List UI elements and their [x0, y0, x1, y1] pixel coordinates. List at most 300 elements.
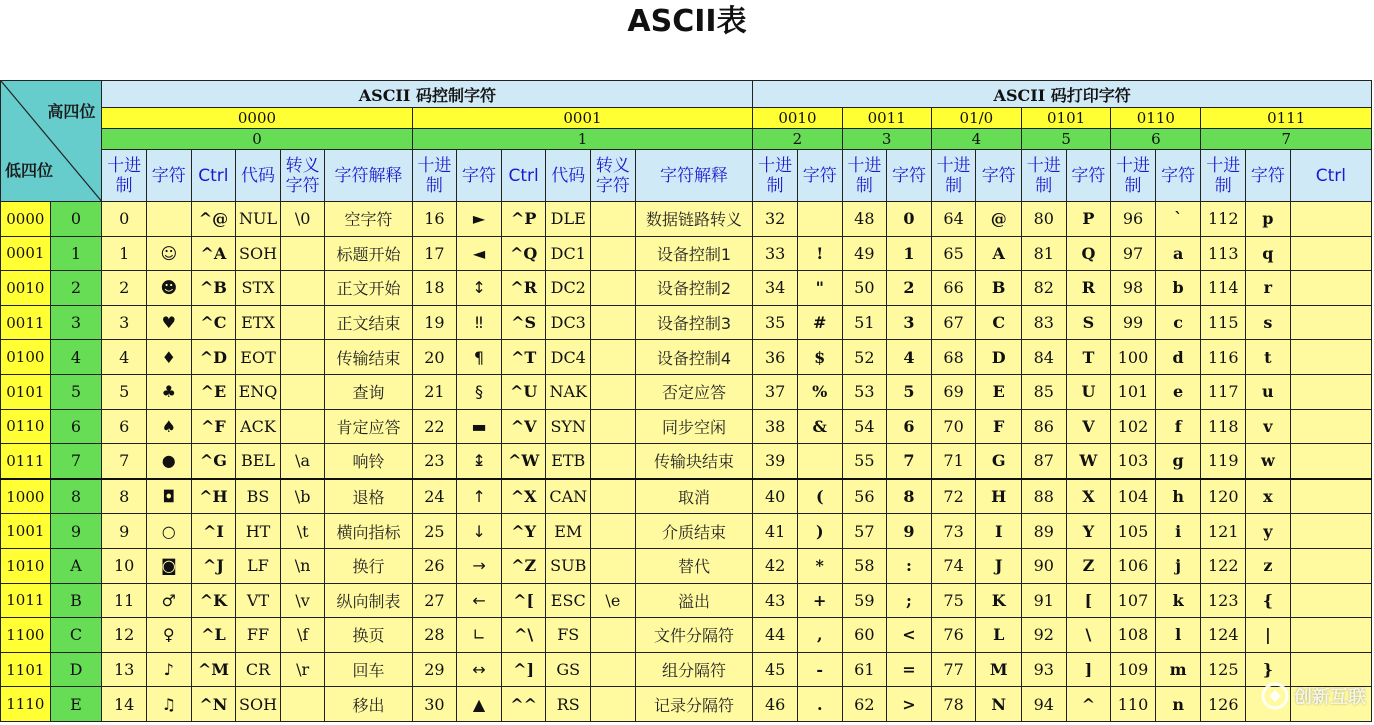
escape-cell: [591, 340, 636, 375]
char-cell: a: [1155, 236, 1201, 271]
escape-cell: [280, 271, 325, 306]
low-bin-cell: 1010: [1, 548, 51, 583]
dec-cell: 94: [1022, 687, 1067, 722]
escape-cell: [280, 236, 325, 271]
char-cell: =: [887, 652, 932, 687]
dec-cell: 54: [842, 409, 887, 444]
ctrl-cell: [1290, 340, 1371, 375]
col-header-dec: 十进制: [1111, 150, 1156, 202]
char-cell: i: [1155, 514, 1201, 549]
dec-cell: 32: [753, 202, 798, 237]
high-hex-header: 7: [1201, 129, 1372, 150]
ctrl-cell: ^[: [501, 583, 546, 618]
char-cell: R: [1066, 271, 1111, 306]
char-cell: <: [887, 618, 932, 653]
glyph-cell: ♣: [146, 374, 191, 409]
table-row: [1, 548, 1372, 583]
desc-cell: 溢出: [635, 583, 753, 618]
desc-cell: 设备控制3: [635, 305, 753, 340]
code-cell: ETX: [236, 305, 281, 340]
dec-cell: 21: [412, 374, 457, 409]
code-cell: LF: [236, 548, 281, 583]
dec-cell: 102: [1111, 409, 1156, 444]
desc-cell: 移出: [325, 687, 412, 722]
desc-cell: 同步空闲: [635, 409, 753, 444]
dec-cell: 65: [931, 236, 976, 271]
char-cell: \: [1066, 618, 1111, 653]
char-cell: #: [797, 305, 842, 340]
low-bin-cell: 1001: [1, 514, 51, 549]
char-cell: 0: [887, 202, 932, 237]
low-hex-cell: 5: [50, 374, 102, 409]
high-hex-header: 0: [102, 129, 412, 150]
low-bin-cell: 0111: [1, 444, 51, 479]
code-cell: NUL: [236, 202, 281, 237]
dec-cell: 86: [1022, 409, 1067, 444]
desc-cell: 替代: [635, 548, 753, 583]
dec-cell: 108: [1111, 618, 1156, 653]
escape-cell: [591, 236, 636, 271]
char-cell: b: [1155, 271, 1201, 306]
char-cell: $: [797, 340, 842, 375]
ctrl-cell: [1290, 479, 1371, 514]
ctrl-cell: [1290, 271, 1371, 306]
dec-cell: 56: [842, 479, 887, 514]
dec-cell: 30: [412, 687, 457, 722]
code-cell: HT: [236, 514, 281, 549]
printable-chars-section: ASCII 码打印字符: [753, 81, 1372, 108]
desc-cell: 横向指标: [325, 514, 412, 549]
col-header-code: 代码: [236, 150, 281, 202]
desc-cell: 组分隔符: [635, 652, 753, 687]
dec-cell: 23: [412, 444, 457, 479]
char-cell: +: [797, 583, 842, 618]
code-cell: DC1: [546, 236, 591, 271]
char-cell: ]: [1066, 652, 1111, 687]
char-cell: 7: [887, 444, 932, 479]
dec-cell: 1: [102, 236, 147, 271]
char-cell: v: [1246, 409, 1291, 444]
ctrl-cell: [1290, 305, 1371, 340]
dec-cell: 114: [1201, 271, 1246, 306]
desc-cell: 介质结束: [635, 514, 753, 549]
dec-cell: 35: [753, 305, 798, 340]
ctrl-cell: [1290, 618, 1371, 653]
char-cell: ;: [887, 583, 932, 618]
char-cell: 9: [887, 514, 932, 549]
char-cell: U: [1066, 374, 1111, 409]
char-cell: K: [976, 583, 1022, 618]
char-cell: I: [976, 514, 1022, 549]
char-cell: n: [1155, 687, 1201, 722]
dec-cell: 116: [1201, 340, 1246, 375]
char-cell: c: [1155, 305, 1201, 340]
dec-cell: 37: [753, 374, 798, 409]
low-bits-label: 低四位: [5, 161, 54, 180]
char-cell: A: [976, 236, 1022, 271]
ctrl-cell: [1290, 514, 1371, 549]
dec-cell: 91: [1022, 583, 1067, 618]
low-hex-cell: 2: [50, 271, 102, 306]
code-cell: DLE: [546, 202, 591, 237]
glyph-cell: [146, 202, 191, 237]
code-cell: STX: [236, 271, 281, 306]
dec-cell: 36: [753, 340, 798, 375]
dec-cell: 67: [931, 305, 976, 340]
escape-cell: [591, 271, 636, 306]
ctrl-cell: ^T: [501, 340, 546, 375]
low-hex-cell: E: [50, 687, 102, 722]
low-bin-cell: 0101: [1, 374, 51, 409]
char-cell: }: [1246, 652, 1291, 687]
char-cell: w: [1246, 444, 1291, 479]
char-cell: 5: [887, 374, 932, 409]
ctrl-cell: ^\: [501, 618, 546, 653]
dec-cell: 60: [842, 618, 887, 653]
dec-cell: 107: [1111, 583, 1156, 618]
dec-cell: 9: [102, 514, 147, 549]
code-cell: ETB: [546, 444, 591, 479]
dec-cell: 41: [753, 514, 798, 549]
code-cell: SOH: [236, 687, 281, 722]
ctrl-cell: ^N: [191, 687, 236, 722]
low-bin-cell: 0100: [1, 340, 51, 375]
dec-cell: 126: [1201, 687, 1246, 722]
desc-cell: 空字符: [325, 202, 412, 237]
escape-cell: \e: [591, 583, 636, 618]
dec-cell: 75: [931, 583, 976, 618]
char-cell: D: [976, 340, 1022, 375]
char-cell: j: [1155, 548, 1201, 583]
char-cell: u: [1246, 374, 1291, 409]
high-hex-header: 6: [1111, 129, 1201, 150]
char-cell: H: [976, 479, 1022, 514]
char-cell: .: [797, 687, 842, 722]
code-cell: EOT: [236, 340, 281, 375]
char-cell: q: [1246, 236, 1291, 271]
high-bin-header: 0111: [1201, 108, 1372, 129]
table-row: [1, 374, 1372, 409]
code-cell: CAN: [546, 479, 591, 514]
char-cell: ^: [1066, 687, 1111, 722]
desc-cell: 回车: [325, 652, 412, 687]
char-cell: C: [976, 305, 1022, 340]
low-hex-cell: B: [50, 583, 102, 618]
low-bin-cell: 1000: [1, 479, 51, 514]
logo-icon: [1260, 681, 1290, 711]
high-bits-label: 高四位: [47, 102, 96, 121]
col-header-char: 字符: [457, 150, 502, 202]
dec-cell: 119: [1201, 444, 1246, 479]
char-cell: B: [976, 271, 1022, 306]
low-hex-cell: A: [50, 548, 102, 583]
low-bin-cell: 1101: [1, 652, 51, 687]
table-row: [1, 583, 1372, 618]
dec-cell: 39: [753, 444, 798, 479]
ctrl-cell: ^C: [191, 305, 236, 340]
code-cell: FS: [546, 618, 591, 653]
low-hex-cell: 6: [50, 409, 102, 444]
dec-cell: 109: [1111, 652, 1156, 687]
dec-cell: 124: [1201, 618, 1246, 653]
char-cell: l: [1155, 618, 1201, 653]
char-cell: d: [1155, 340, 1201, 375]
dec-cell: 24: [412, 479, 457, 514]
dec-cell: 53: [842, 374, 887, 409]
ctrl-cell: ^J: [191, 548, 236, 583]
char-cell: S: [1066, 305, 1111, 340]
code-cell: EM: [546, 514, 591, 549]
dec-cell: 51: [842, 305, 887, 340]
desc-cell: 取消: [635, 479, 753, 514]
dec-cell: 20: [412, 340, 457, 375]
low-bin-cell: 0001: [1, 236, 51, 271]
dec-cell: 121: [1201, 514, 1246, 549]
desc-cell: 设备控制2: [635, 271, 753, 306]
col-header-escape: 转义字符: [591, 150, 636, 202]
char-cell: k: [1155, 583, 1201, 618]
ctrl-cell: ^^: [501, 687, 546, 722]
glyph-cell: ↨: [457, 444, 502, 479]
escape-cell: [591, 514, 636, 549]
escape-cell: \v: [280, 583, 325, 618]
dec-cell: 27: [412, 583, 457, 618]
char-cell: G: [976, 444, 1022, 479]
ctrl-cell: ^Z: [501, 548, 546, 583]
control-chars-section: ASCII 码控制字符: [102, 81, 753, 108]
escape-cell: [591, 409, 636, 444]
char-cell: (: [797, 479, 842, 514]
char-cell: p: [1246, 202, 1291, 237]
ctrl-cell: ^H: [191, 479, 236, 514]
high-hex-header: 2: [753, 129, 842, 150]
glyph-cell: ►: [457, 202, 502, 237]
dec-cell: 88: [1022, 479, 1067, 514]
dec-cell: 80: [1022, 202, 1067, 237]
dec-cell: 61: [842, 652, 887, 687]
ctrl-cell: [1290, 548, 1371, 583]
desc-cell: 换行: [325, 548, 412, 583]
char-cell: f: [1155, 409, 1201, 444]
char-cell: y: [1246, 514, 1291, 549]
char-cell: [: [1066, 583, 1111, 618]
desc-cell: 设备控制1: [635, 236, 753, 271]
ctrl-cell: ^L: [191, 618, 236, 653]
low-hex-cell: 8: [50, 479, 102, 514]
glyph-cell: ☻: [146, 271, 191, 306]
dec-cell: 0: [102, 202, 147, 237]
glyph-cell: ¶: [457, 340, 502, 375]
ctrl-cell: ^P: [501, 202, 546, 237]
dec-cell: 34: [753, 271, 798, 306]
col-header-ctrl: Ctrl: [501, 150, 546, 202]
dec-cell: 57: [842, 514, 887, 549]
char-cell: *: [797, 548, 842, 583]
high-bin-header: 01/0: [931, 108, 1021, 129]
char-cell: L: [976, 618, 1022, 653]
dec-cell: 11: [102, 583, 147, 618]
desc-cell: 肯定应答: [325, 409, 412, 444]
dec-cell: 76: [931, 618, 976, 653]
dec-cell: 50: [842, 271, 887, 306]
ctrl-cell: ^M: [191, 652, 236, 687]
dec-cell: 43: [753, 583, 798, 618]
ctrl-cell: [1290, 374, 1371, 409]
char-cell: F: [976, 409, 1022, 444]
table-row: [1, 652, 1372, 687]
code-cell: GS: [546, 652, 591, 687]
dec-cell: 73: [931, 514, 976, 549]
dec-cell: 52: [842, 340, 887, 375]
table-row: [1, 202, 1372, 237]
glyph-cell: ↓: [457, 514, 502, 549]
ctrl-cell: ^E: [191, 374, 236, 409]
escape-cell: [591, 479, 636, 514]
escape-cell: \0: [280, 202, 325, 237]
dec-cell: 82: [1022, 271, 1067, 306]
char-cell: Z: [1066, 548, 1111, 583]
col-header-desc: 字符解释: [325, 150, 412, 202]
table-row: [1, 305, 1372, 340]
code-cell: ESC: [546, 583, 591, 618]
desc-cell: 退格: [325, 479, 412, 514]
dec-cell: 22: [412, 409, 457, 444]
dec-cell: 115: [1201, 305, 1246, 340]
high-hex-header: 3: [842, 129, 931, 150]
table-row: [1, 409, 1372, 444]
char-cell: N: [976, 687, 1022, 722]
high-bin-header: 0010: [753, 108, 842, 129]
dec-cell: 18: [412, 271, 457, 306]
char-cell: Y: [1066, 514, 1111, 549]
dec-cell: 87: [1022, 444, 1067, 479]
ctrl-cell: ^B: [191, 271, 236, 306]
dec-cell: 29: [412, 652, 457, 687]
dec-cell: 46: [753, 687, 798, 722]
col-header-char: 字符: [976, 150, 1022, 202]
dec-cell: 72: [931, 479, 976, 514]
desc-cell: 否定应答: [635, 374, 753, 409]
dec-cell: 104: [1111, 479, 1156, 514]
corner-header: [1, 81, 102, 202]
dec-cell: 25: [412, 514, 457, 549]
code-cell: DC3: [546, 305, 591, 340]
dec-cell: 4: [102, 340, 147, 375]
code-cell: SOH: [236, 236, 281, 271]
desc-cell: 正文结束: [325, 305, 412, 340]
char-cell: @: [976, 202, 1022, 237]
char-cell: t: [1246, 340, 1291, 375]
char-cell: `: [1155, 202, 1201, 237]
col-header-dec: 十进制: [412, 150, 457, 202]
high-hex-header: 1: [412, 129, 753, 150]
dec-cell: 2: [102, 271, 147, 306]
dec-cell: 81: [1022, 236, 1067, 271]
low-hex-cell: 1: [50, 236, 102, 271]
high-bin-header: 0001: [412, 108, 753, 129]
dec-cell: 78: [931, 687, 976, 722]
char-cell: T: [1066, 340, 1111, 375]
escape-cell: [591, 687, 636, 722]
char-cell: m: [1155, 652, 1201, 687]
low-bin-cell: 0011: [1, 305, 51, 340]
char-cell: e: [1155, 374, 1201, 409]
ctrl-cell: ^F: [191, 409, 236, 444]
glyph-cell: ☺: [146, 236, 191, 271]
ctrl-cell: ^@: [191, 202, 236, 237]
glyph-cell: ●: [146, 444, 191, 479]
col-header-code: 代码: [546, 150, 591, 202]
dec-cell: 48: [842, 202, 887, 237]
low-hex-cell: 3: [50, 305, 102, 340]
dec-cell: 64: [931, 202, 976, 237]
col-header-desc: 字符解释: [635, 150, 753, 202]
char-cell: !: [797, 236, 842, 271]
dec-cell: 68: [931, 340, 976, 375]
code-cell: NAK: [546, 374, 591, 409]
glyph-cell: ○: [146, 514, 191, 549]
page-title: ASCII表: [627, 4, 747, 39]
ctrl-cell: [1290, 409, 1371, 444]
ctrl-cell: ^G: [191, 444, 236, 479]
escape-cell: [591, 652, 636, 687]
dec-cell: 42: [753, 548, 798, 583]
char-cell: [797, 202, 842, 237]
dec-cell: 85: [1022, 374, 1067, 409]
char-cell: M: [976, 652, 1022, 687]
code-cell: CR: [236, 652, 281, 687]
desc-cell: 传输结束: [325, 340, 412, 375]
col-header-char: 字符: [887, 150, 932, 202]
char-cell: 1: [887, 236, 932, 271]
char-cell: -: [797, 652, 842, 687]
char-cell: 6: [887, 409, 932, 444]
glyph-cell: ∟: [457, 618, 502, 653]
char-cell: E: [976, 374, 1022, 409]
low-bin-cell: 1110: [1, 687, 51, 722]
ctrl-cell: ^]: [501, 652, 546, 687]
glyph-cell: ◘: [146, 479, 191, 514]
char-cell: s: [1246, 305, 1291, 340]
table-row: [1, 479, 1372, 514]
escape-cell: [591, 444, 636, 479]
low-bin-cell: 1100: [1, 618, 51, 653]
col-header-dec: 十进制: [842, 150, 887, 202]
dec-cell: 26: [412, 548, 457, 583]
dec-cell: 17: [412, 236, 457, 271]
dec-cell: 106: [1111, 548, 1156, 583]
escape-cell: \r: [280, 652, 325, 687]
char-cell: z: [1246, 548, 1291, 583]
col-header-char: 字符: [146, 150, 191, 202]
col-header-dec: 十进制: [753, 150, 798, 202]
ctrl-cell: ^R: [501, 271, 546, 306]
ctrl-cell: ^D: [191, 340, 236, 375]
table-row: [1, 444, 1372, 479]
ctrl-cell: ^K: [191, 583, 236, 618]
glyph-cell: ◙: [146, 548, 191, 583]
glyph-cell: ▲: [457, 687, 502, 722]
escape-cell: [280, 305, 325, 340]
char-cell: 4: [887, 340, 932, 375]
ctrl-cell: ^W: [501, 444, 546, 479]
char-cell: J: [976, 548, 1022, 583]
table-row: [1, 514, 1372, 549]
dec-cell: 45: [753, 652, 798, 687]
dec-cell: 112: [1201, 202, 1246, 237]
dec-cell: 71: [931, 444, 976, 479]
dec-cell: 97: [1111, 236, 1156, 271]
